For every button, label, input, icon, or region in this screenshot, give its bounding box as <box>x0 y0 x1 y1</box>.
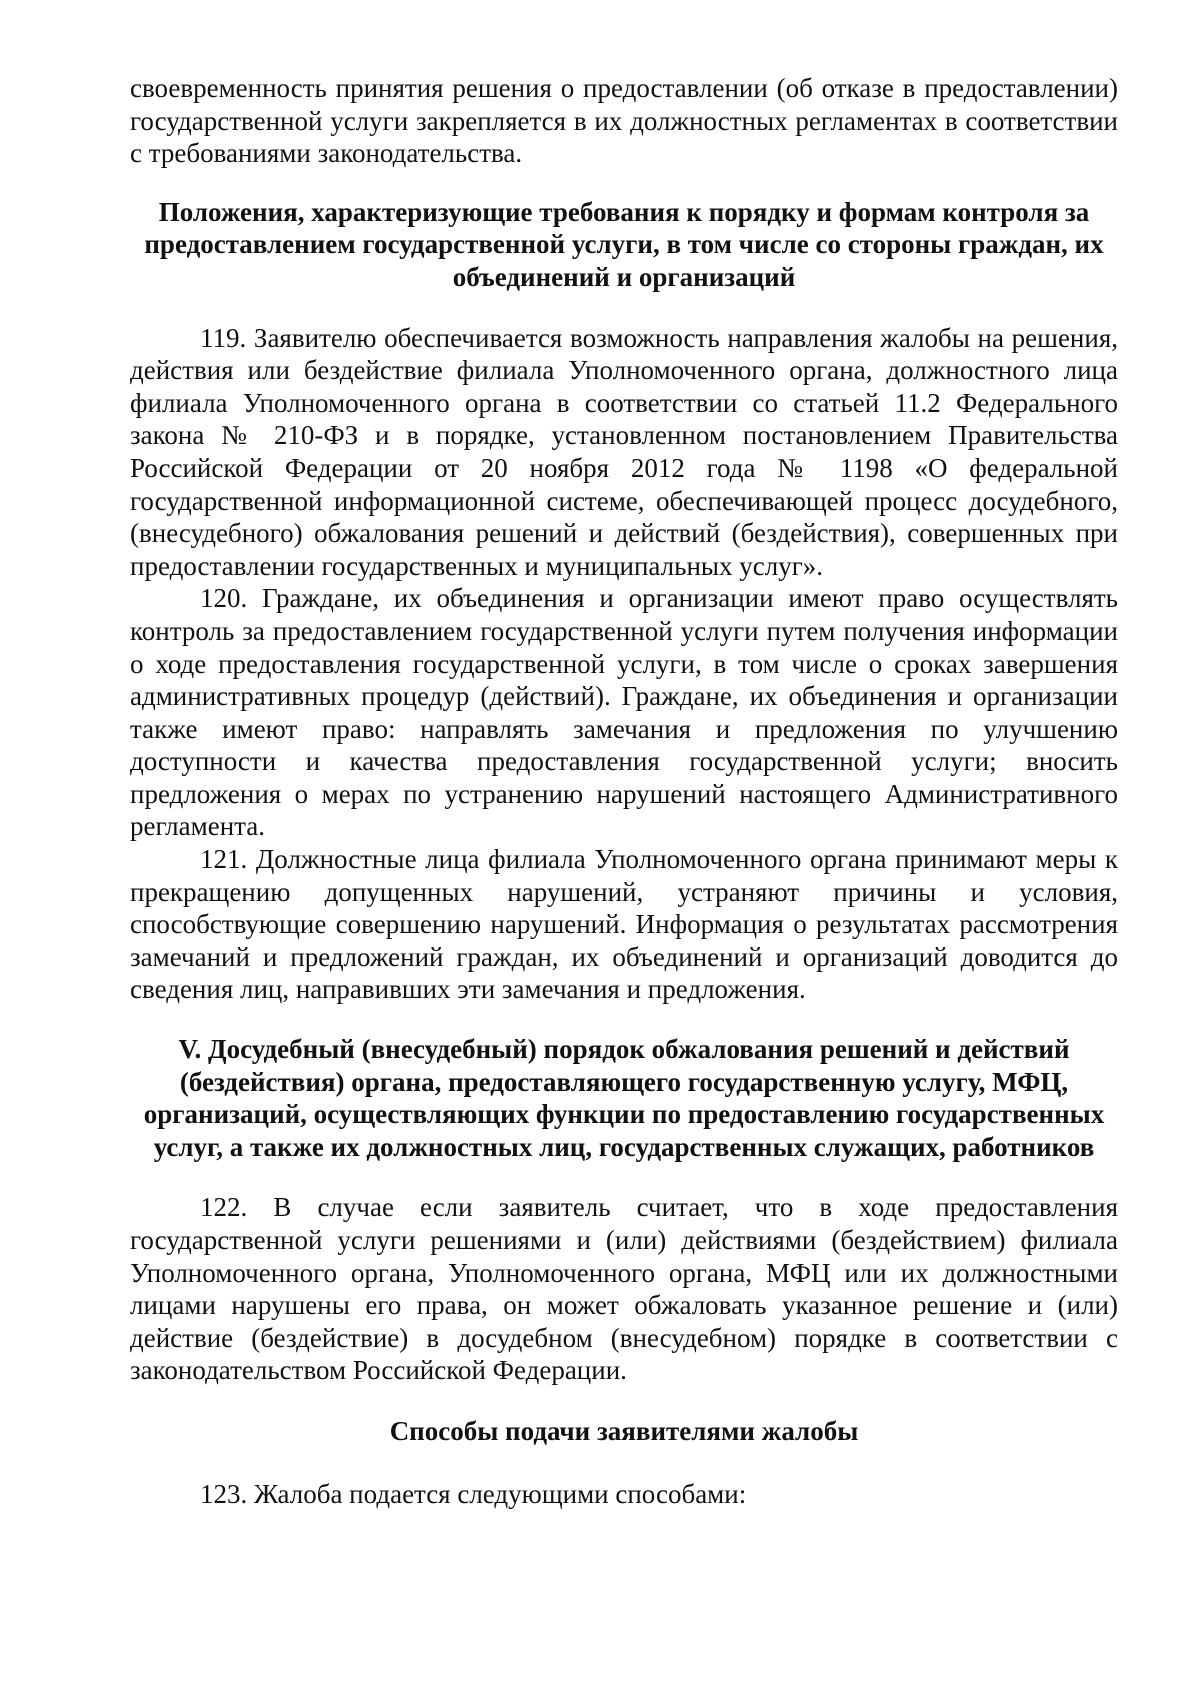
paragraph-123: 123. Жалоба подается следующими способами: <box>200 1478 747 1509</box>
heading-control-requirements: Положения, характеризующие требования к порядку и формам контроля за предоставлением государственной услуги, в том числе со стороны граждан, их объединений и организаций <box>144 196 1104 292</box>
paragraph-119: 119. Заявителю обеспечивается возможность направления жалобы на решения, действия или бездействие филиала Уполномоченного органа, должностного лица филиала Уполномоченного органа в соответствии со статьей 11.2 Федерального закона № 210-ФЗ и в порядке, установленном постановлением Правительства Российской Федерации от 20 ноября 2012 года № 1198 «О федеральной государственной информационной системе, обеспечивающей процесс досудебного, (внесудебного) обжалования решений и действий (бездействия), совершенных при предоставлении государственных и муниципальных услуг». <box>130 322 1118 581</box>
heading-complaint-methods: Способы подачи заявителями жалобы <box>389 1415 859 1446</box>
paragraph-120: 120. Граждане, их объединения и организации имеют право осуществлять контроль за предоставлением государственной услуги путем получения информации о ходе предоставления государственной услуги, в том числе о сроках завершения административных процедур (действий). Граждане, их объединения и организации также имеют право: направлять замечания и предложения по улучшению доступности и качества предоставления государственной услуги; вносить предложения о мерах по устранению нарушений настоящего Административного регламента. <box>130 583 1118 842</box>
paragraph-122: 122. В случае если заявитель считает, что в ходе предоставления государственной услуги решениями и (или) действиями (бездействием) филиала Уполномоченного органа, Уполномоченного органа, МФЦ или их должностными лицами нарушены его права, он может обжаловать указанное решение и (или) действие (бездействие) в досудебном (внесудебном) порядке в соответствии с законодательством Российской Федерации. <box>130 1192 1118 1386</box>
paragraph-121: 121. Должностные лица филиала Уполномоченного органа принимают меры к прекращению допущенных нарушений, устраняют причины и условия, способствующие совершению нарушений. Информация о результатах рассмотрения замечаний и предложений граждан, их объединений и организаций доводится до сведения лиц, направивших эти замечания и предложения. <box>130 844 1118 1005</box>
heading-section-v: V. Досудебный (внесудебный) порядок обжалования решений и действий (бездействия) органа, предоставляющего государственную услугу, МФЦ, организаций, осуществляющих функции по предоставлению государственных услуг, а также их должностных лиц, государственных служащих, работников <box>143 1034 1105 1162</box>
document-page <box>130 72 1118 1510</box>
paragraph-intro: своевременность принятия решения о предоставлении (об отказе в предоставлении) государственной услуги закрепляется в их должностных регламентах в соответствии с требованиями законодательства. <box>130 73 1118 169</box>
